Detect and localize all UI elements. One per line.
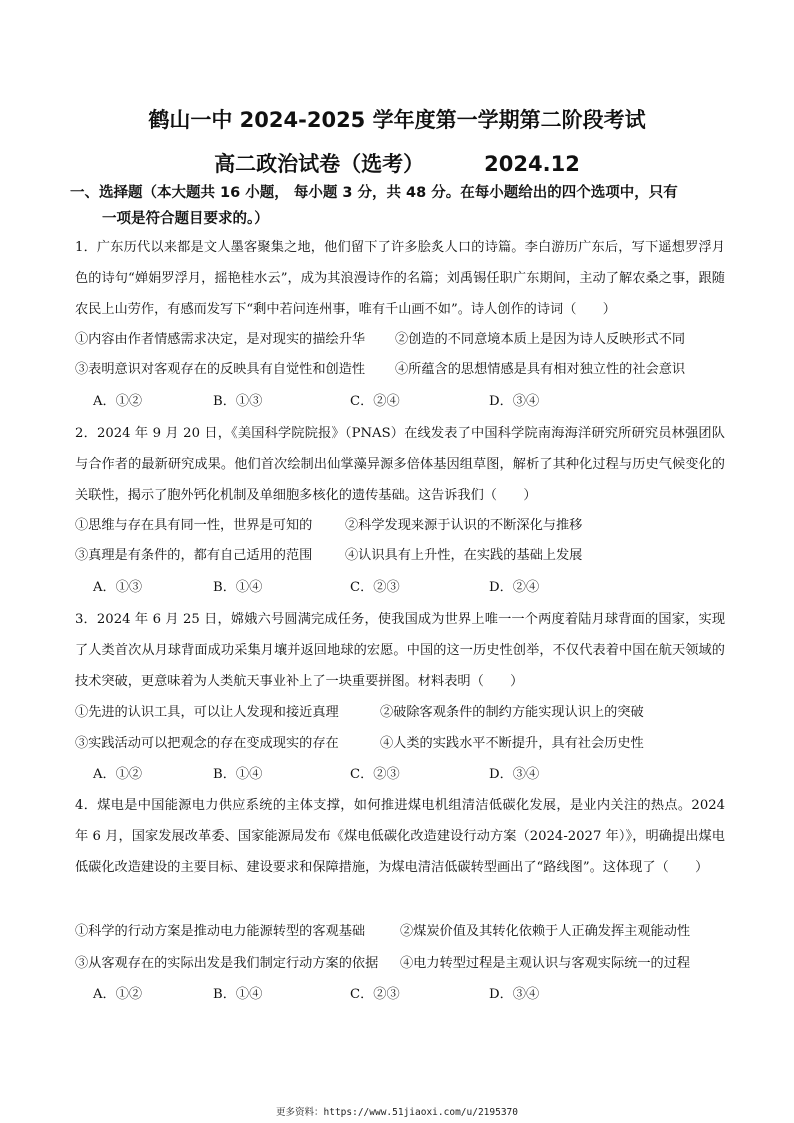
footer-link[interactable]: 更多资料：https://www.51jiaoxi.com/u/2195370 xyxy=(276,1107,518,1118)
question-2-option-4: ④认识具有上升性，在实践的基础上发展 xyxy=(345,548,583,563)
question-3-answer-c: C．②③ xyxy=(350,767,400,782)
question-2-option-1: ①思维与存在具有同一性，世界是可知的 xyxy=(75,518,313,533)
question-1-answer-c: C．②④ xyxy=(350,394,400,409)
question-4-option-1: ①科学的行动方案是推动电力能源转型的客观基础 xyxy=(75,924,366,939)
question-2-options-row1 xyxy=(75,511,735,541)
question-3-stem: 3．2024 年 6 月 25 日，嫦娥六号圆满完成任务，使我国成为世界上唯一一个两度着陆月球背面的国家，实现了人类首次从月球背面成功采集月壤并返回地球的宏愿。中国的这一历史性创举，不仅代表着中国在航天领域的技术突破，更意味着为人类航天事业补上了一块重要拼图。材料表明（ ） xyxy=(75,612,725,689)
question-4-answer-b: B．①④ xyxy=(213,987,263,1002)
section-heading-line1: 一、选择题（本大题共 16 小题， 每小题 3 分，共 48 分。在每小题给出的四个选项中，只有 xyxy=(70,185,678,201)
question-1-stem: 1．广东历代以来都是文人墨客聚集之地，他们留下了许多脍炙人口的诗篇。李白游历广东后，写下遥想罗浮月色的诗句“婵娟罗浮月，摇艳桂水云”，成为其浪漫诗作的名篇；刘禹锡任职广东期间，主动了解农桑之事，跟随农民上山劳作，有感而发写下“剩中若问连州事，唯有千山画不如”。诗人创作的诗词（ ） xyxy=(75,240,725,317)
question-4-option-4: ④电力转型过程是主观认识与客观实际统一的过程 xyxy=(400,956,691,971)
question-3-option-3: ③实践活动可以把观念的存在变成现实的存在 xyxy=(75,736,339,751)
question-2-options-row2 xyxy=(75,541,735,571)
question-3-option-2: ②破除客观条件的制约方能实现认识上的突破 xyxy=(380,705,644,720)
question-2-stem: 2．2024 年 9 月 20 日，《美国科学院院报》（PNAS）在线发表了中国科学院南海海洋研究所研究员林强团队与合作者的最新研究成果。他们首次绘制出仙掌藻异源多倍体基因组草图，解析了其种化过程与历史气候变化的关联性，揭示了胞外钙化机制及单细胞多核化的遗传基础。这告诉我们（ ） xyxy=(75,426,725,503)
question-4-answer-c: C．②③ xyxy=(350,987,400,1002)
question-3-option-1: ①先进的认识工具，可以让人发现和接近真理 xyxy=(75,705,339,720)
exam-title: 鹤山一中 2024-2025 学年度第一学期第二阶段考试 xyxy=(148,108,646,132)
question-1-option-2: ②创造的不同意境本质上是因为诗人反映形式不同 xyxy=(395,332,686,347)
section-heading xyxy=(70,180,735,232)
question-4-option-2: ②煤炭价值及其转化依赖于人正确发挥主观能动性 xyxy=(400,924,691,939)
exam-date: 2024.12 xyxy=(484,152,580,176)
question-2-answer-a: A．①③ xyxy=(93,580,143,595)
question-3-answer-b: B．①④ xyxy=(213,767,263,782)
question-3-answer-a: A．①② xyxy=(93,767,143,782)
question-4-answer-d: D．③④ xyxy=(489,987,540,1002)
question-1-options-row2 xyxy=(75,355,735,385)
question-2-answer-b: B．①④ xyxy=(213,580,263,595)
question-1-answer-a: A．①② xyxy=(93,394,143,409)
question-3-options-row2 xyxy=(75,729,735,759)
question-2-answer-c: C．②③ xyxy=(350,580,400,595)
question-1-answer-d: D．③④ xyxy=(489,394,540,409)
question-1-answer-b: B．①③ xyxy=(213,394,263,409)
subject-label: 高二政治试卷（选考） xyxy=(214,152,425,176)
question-3-answer-d: D．③④ xyxy=(489,767,540,782)
question-4-option-3: ③从客观存在的实际出发是我们制定行动方案的依据 xyxy=(75,956,379,971)
question-2-answer-d: D．②④ xyxy=(489,580,540,595)
question-4-options-row2 xyxy=(75,949,735,979)
question-3-options-row1 xyxy=(75,698,735,728)
exam-subtitle xyxy=(0,148,794,178)
section-heading-line2: 一项是符合题目要求的。） xyxy=(102,211,269,227)
question-4-answer-a: A．①② xyxy=(93,987,143,1002)
question-3-option-4: ④人类的实践水平不断提升，具有社会历史性 xyxy=(380,736,644,751)
question-4-options-row1 xyxy=(75,917,735,947)
question-2-option-2: ②科学发现来源于认识的不断深化与推移 xyxy=(345,518,583,533)
question-1-option-1: ①内容由作者情感需求决定，是对现实的描绘升华 xyxy=(75,332,366,347)
question-2-option-3: ③真理是有条件的，都有自己适用的范围 xyxy=(75,548,313,563)
question-1-option-3: ③表明意识对客观存在的反映具有自觉性和创造性 xyxy=(75,362,366,377)
question-1-option-4: ④所蕴含的思想情感是具有相对独立性的社会意识 xyxy=(395,362,686,377)
question-4-stem: 4．煤电是中国能源电力供应系统的主体支撑，如何推进煤电机组清洁低碳化发展，是业内关注的热点。2024 年 6 月，国家发展改革委、国家能源局发布《煤电低碳化改造建设行动方案（2024-2027 年）》，明确提出煤电低碳化改造建设的主要目标、建设要求和保障措施，为煤电清洁低碳转型画出了“路线图”。这体现了（ ） xyxy=(75,798,725,875)
question-1-options-row1 xyxy=(75,325,735,355)
